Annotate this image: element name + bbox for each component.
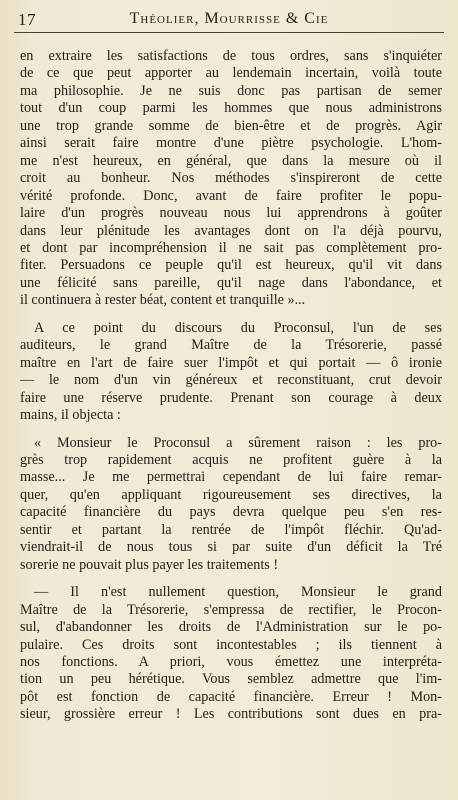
text-line: croit au bonheur. Nos méthodes s'inspireront de cette bbox=[20, 170, 442, 187]
text-line: de ce que peut apporter au lendemain incertain, voilà toute bbox=[20, 65, 442, 82]
text-line: mains, il objecta : bbox=[20, 407, 121, 424]
text-line: Maître de la Trésorerie, s'empressa de rectifier, le Procon- bbox=[20, 601, 442, 618]
text-line: tion un peu hérétique. Vous semblez admettre que l'im- bbox=[20, 671, 442, 688]
text-line: une félicité sans pareille, qu'il nage dans l'abondance, et bbox=[20, 274, 442, 291]
text-line: maître en l'art de faire suer l'impôt et qui portait — ô ironie bbox=[20, 354, 442, 371]
text-line: en extraire les satisfactions de tous ordres, sans s'inquiéter bbox=[20, 48, 442, 64]
text-line: — Il n'est nullement question, Monsieur le grand bbox=[34, 584, 442, 601]
text-line: nos fonctions. A priori, vous émettez une interpréta- bbox=[20, 653, 442, 670]
text-line: sorerie ne pouvait plus payer les traitements ! bbox=[20, 556, 279, 573]
text-line: ainsi serait faire montre d'une piètre psychologie. L'hom- bbox=[20, 135, 442, 152]
text-line: viendrait-il de nous tous si par suite d'un déficit la Tré bbox=[20, 539, 442, 556]
paragraph bbox=[20, 48, 442, 310]
body-text bbox=[20, 48, 442, 724]
text-line: pôt est fonction de capacité financière. Erreur ! Mon- bbox=[20, 688, 442, 705]
paragraph bbox=[20, 584, 442, 724]
text-line: il continuera à rester béat, content et tranquille »... bbox=[20, 292, 306, 309]
running-title: Théolier, Mourrisse & Cie bbox=[129, 10, 329, 27]
text-line: tout d'un coup parmi les hommes que nous administrons bbox=[20, 100, 442, 117]
page-number: 17 bbox=[18, 10, 36, 29]
text-line: masse... Je me permettrai cependant de lui faire remar- bbox=[20, 469, 442, 486]
text-line: et dont par incompréhension il ne sait pas complètement pro- bbox=[20, 239, 442, 256]
text-line: — le nom d'un vin généreux et reconstituant, crut devoir bbox=[20, 372, 442, 389]
text-line: pulaire. Ces droits sont incontestables ; ils tiennent à bbox=[20, 636, 442, 653]
text-line: fiter. Persuadons ce peuple qu'il est heureux, qu'il vit dans bbox=[20, 257, 442, 274]
paragraph bbox=[20, 435, 442, 575]
text-line: quer, qu'en appliquant rigoureusement ses directives, la bbox=[20, 486, 442, 503]
page-header bbox=[14, 6, 444, 33]
text-line: une trop grande somme de bien-être et de progrès. Agir bbox=[20, 117, 442, 134]
text-line: A ce point du discours du Proconsul, l'un de ses bbox=[34, 319, 442, 336]
paragraph bbox=[20, 320, 442, 425]
text-line: capacité financière du pays devra quelque peu s'en res- bbox=[20, 504, 442, 521]
text-line: sul, d'abandonner les droits de l'Administration sur le po- bbox=[20, 619, 442, 636]
text-line: laire d'un progrès nouveau nous lui apprendrons à goûter bbox=[20, 205, 442, 222]
text-line: auditeurs, le grand Maître de la Trésorerie, passé bbox=[20, 337, 442, 354]
text-line: sieur, grossière erreur ! Les contributions sont dues en pra- bbox=[20, 706, 442, 723]
text-line: grès trop rapidement acquis ne profitent guère à la bbox=[20, 451, 442, 468]
text-line: sentir et partant la rentrée de l'impôt fléchir. Qu'ad- bbox=[20, 521, 442, 538]
text-line: ma philosophie. Je ne suis donc pas partisan de semer bbox=[20, 82, 442, 99]
text-line: dans leur plénitude les avantages dont on l'a déjà pourvu, bbox=[20, 222, 442, 239]
text-line: vérité profonde. Donc, avant de faire profiter le popu- bbox=[20, 187, 442, 204]
text-line: faire une réserve prudente. Prenant son courage à deux bbox=[20, 389, 442, 406]
text-line: « Monsieur le Proconsul a sûrement raison : les pro- bbox=[34, 434, 442, 451]
text-line: me n'est heureux, en général, que dans la mesure où il bbox=[20, 152, 442, 169]
